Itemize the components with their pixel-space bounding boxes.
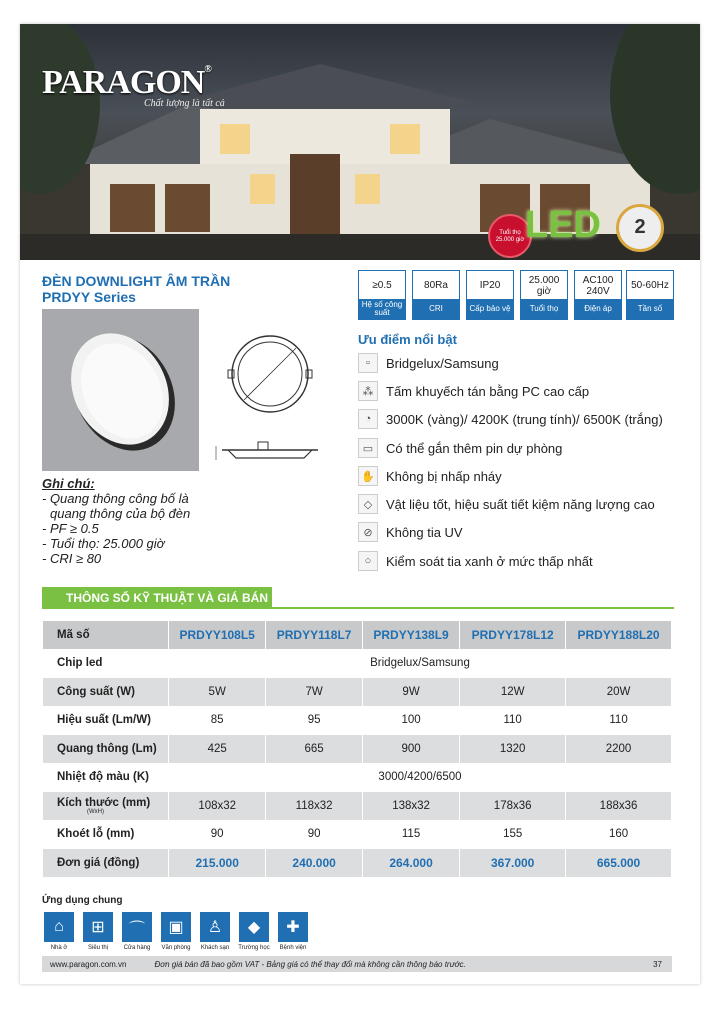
feature-item: ○ Kiểm soát tia xanh ở mức thấp nhất — [358, 550, 593, 572]
table-row: Kích thước (mm) (WxH) 108x32 118x32 138x32 178x36 188x36 — [43, 792, 672, 821]
table-row: Quang thông (Lm) 425 665 900 1320 2200 — [43, 735, 672, 764]
table-row: Hiệu suất (Lm/W) 85 95 100 110 110 — [43, 706, 672, 735]
led-badge: LED — [525, 204, 601, 246]
model-cell: PRDYY138L9 — [362, 621, 459, 650]
table-row: Mã số PRDYY108L5 PRDYY118L7 PRDYY138L9 PRDYY178L12 PRDYY188L20 — [43, 621, 672, 650]
application-item: ▣ Văn phòng — [161, 912, 191, 951]
price-cell: 367.000 — [460, 849, 566, 878]
spec-price-table — [42, 620, 672, 878]
product-notes: Ghi chú: - Quang thông công bố là quang thông của bộ đèn - PF ≥ 0.5 - Tuổi thọ: 25.000 giờ - CRI ≥ 80 — [42, 476, 191, 566]
model-cell: PRDYY178L12 — [460, 621, 566, 650]
warranty-badge: 2 — [616, 204, 664, 252]
price-cell: 215.000 — [169, 849, 266, 878]
hotel-icon: ♙ — [200, 912, 230, 942]
diffuser-icon: ⁂ — [358, 381, 378, 401]
technical-drawing — [208, 334, 328, 474]
application-item: ♙ Khách sạn — [200, 912, 230, 951]
lifetime-seal: Tuổi thọ 25.000 giờ — [488, 214, 532, 258]
cart-icon: ⊞ — [83, 912, 113, 942]
application-item: ✚ Bệnh viện — [278, 912, 308, 951]
feature-item: ✋ Không bị nhấp nháy — [358, 465, 502, 487]
feature-item: ◔ 3000K (vàng)/ 4200K (trung tính)/ 6500K (trắng) — [358, 408, 663, 430]
page-footer — [42, 956, 672, 972]
battery-icon: ▭ — [358, 438, 378, 458]
table-row: Khoét lỗ (mm) 90 90 115 155 160 — [43, 820, 672, 849]
brand-slogan: Chất lượng là tất cả — [144, 98, 225, 109]
price-cell: 264.000 — [362, 849, 459, 878]
graduation-cap-icon: ◆ — [239, 912, 269, 942]
paragon-logo: PARAGON® — [42, 64, 211, 101]
product-title: ĐÈN DOWNLIGHT ÂM TRẦN PRDYY Series — [42, 273, 231, 305]
application-item: ⌒ Cửa hàng — [122, 912, 152, 951]
footer-website: www.paragon.com.vn — [50, 959, 127, 969]
specs-section-title: THÔNG SỐ KỸ THUẬT VÀ GIÁ BÁN — [42, 587, 272, 609]
diamond-icon: ◇ — [358, 494, 378, 514]
table-row: Đơn giá (đồng) 215.000 240.000 264.000 367.000 665.000 — [43, 849, 672, 878]
section-divider — [42, 607, 674, 609]
page-number: 37 — [653, 959, 662, 969]
table-row: Chip led Bridgelux/Samsung — [43, 649, 672, 678]
application-item: ⌂ Nhà ở — [44, 912, 74, 951]
features-title: Ưu điểm nổi bật — [358, 332, 457, 347]
feature-item: ◇ Vật liệu tốt, hiệu suất tiết kiệm năng lượng cao — [358, 493, 655, 515]
flicker-free-icon: ✋ — [358, 466, 378, 486]
table-row: Công suất (W) 5W 7W 9W 12W 20W — [43, 678, 672, 707]
spec-cri: 80Ra CRI — [412, 270, 460, 320]
chip-icon: ▫ — [358, 353, 378, 373]
model-cell: PRDYY108L5 — [169, 621, 266, 650]
price-cell: 240.000 — [266, 849, 363, 878]
feature-item: ⊘ Không tia UV — [358, 521, 463, 543]
spec-lifetime: 25.000 giờ Tuổi thọ — [520, 270, 568, 320]
house-icon: ⌂ — [44, 912, 74, 942]
price-cell: 665.000 — [566, 849, 672, 878]
spec-ip-rating: IP20 Cấp bảo vệ — [466, 270, 514, 320]
footer-note: Đơn giá bán đã bao gồm VAT - Bảng giá có thể thay đổi mà không cần thông báo trước. — [154, 959, 466, 969]
model-cell: PRDYY118L7 — [266, 621, 363, 650]
table-row: Nhiệt độ màu (K) 3000/4200/6500 — [43, 763, 672, 792]
spec-voltage: AC100 240V Điện áp — [574, 270, 622, 320]
applications-title: Ứng dụng chung — [42, 895, 123, 906]
no-uv-icon: ⊘ — [358, 522, 378, 542]
hero-banner — [20, 24, 700, 260]
hospital-icon: ✚ — [278, 912, 308, 942]
product-photo — [42, 309, 199, 471]
feature-item: ⁂ Tấm khuyếch tán bằng PC cao cấp — [358, 380, 589, 402]
shoe-icon: ⌒ — [122, 912, 152, 942]
model-cell: PRDYY188L20 — [566, 621, 672, 650]
application-item: ◆ Trường học — [239, 912, 269, 951]
office-icon: ▣ — [161, 912, 191, 942]
application-item: ⊞ Siêu thị — [83, 912, 113, 951]
blue-light-icon: ○ — [358, 551, 378, 571]
spec-power-factor: ≥0.5 Hệ số công suất — [358, 270, 406, 320]
spec-frequency: 50-60Hz Tần số — [626, 270, 674, 320]
color-temperature-icon: ◔ — [358, 409, 378, 429]
catalog-page — [20, 24, 700, 984]
feature-item: ▫ Bridgelux/Samsung — [358, 352, 499, 374]
feature-item: ▭ Có thể gắn thêm pin dự phòng — [358, 437, 562, 459]
